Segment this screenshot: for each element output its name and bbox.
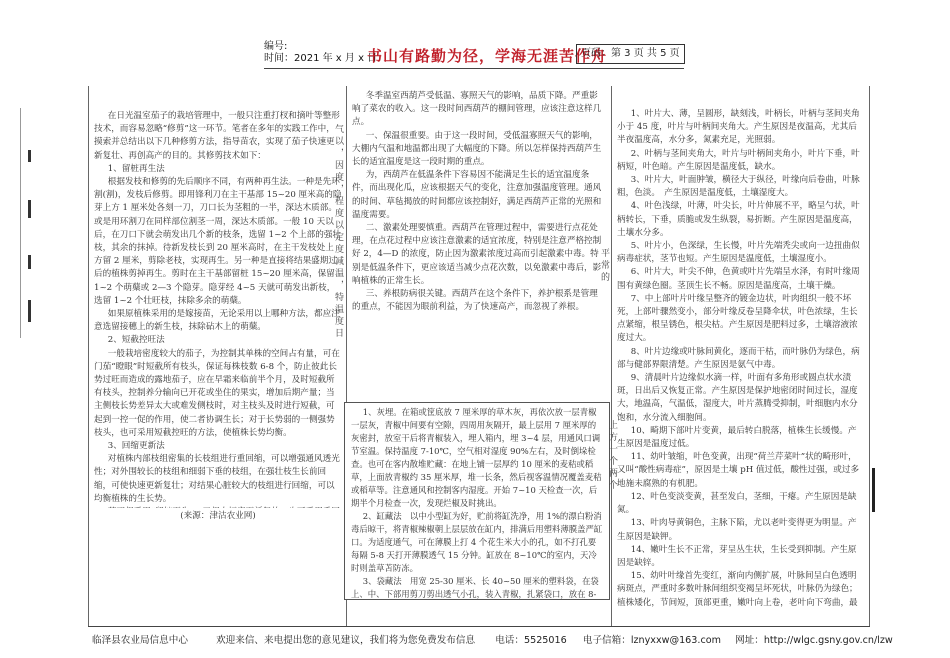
article-eggplant-pruning: [94, 110, 342, 508]
scan-mark: [872, 468, 875, 512]
right-border: [869, 86, 870, 626]
list-item: 9、清晨叶片边缘似水滴一样，叶面有多角形或圆点状水渍斑，日出后又恢复正常。产生原因是保护地密闭时间过长，湿度大，地温高，气温低，湿度大，叶片蒸腾受抑制，叶细胞内水分饱和，水分流入细胞间。: [617, 373, 858, 423]
paragraph: 一、保温很重要。由于这一段时间，受低温寡照天气的影响，大棚内气温和地温都出现了大幅度的下降。所以怎样保持西葫芦生长的适宜温度是这一段时期的重点。: [352, 130, 602, 168]
footer-web-link[interactable]: http://wlgc.gsny.gov.cn/lzw: [763, 635, 893, 646]
scan-mark: [28, 200, 31, 218]
list-item: 14、嫩叶生长不正常，芽呈丛生状，生长受到抑制。产生原因是缺锌。: [617, 544, 857, 568]
margin-vertical-text: 气以，因度，程度以定度减温，特温度日: [333, 124, 343, 340]
paragraph: 1、灰埋。在箱或筐底放 7 厘米厚的草木灰，再依次放一层青椒一层灰，青椒中间要有空隙，四周用灰隔开，最上层用 7 厘米厚的灰密封，放室干后将青椒装入，埋人箱内，埋 3~4 层，用通风口调节室温。保持温度 7-10℃，空气相对湿度 90%左右，及时倒垛检查。也可在客内散堆贮藏：在地上铺一层厚约 10 厘米的麦秸或稻草，上面放青椒约 35 厘米厚，堆一长条，然后视客温情况覆盖麦秸或稻草等。注意通风和控制客内湿度。开始 7~10 天检查一次，后期半个月检查一次，发现烂椒及时挑出。: [351, 407, 602, 508]
list-item: 3、叶片大，叶面肿皱，横径大于纵径，叶缘向后卷曲，叶脉粗，色淡。 产生原因是温度低，土壤湿度大。: [617, 175, 860, 199]
paragraph: 3、袋藏法 用宽 25-30 厘米、长 40~50 厘米的塑料袋，在袋上、中、下部用剪刀剪出透气小孔，装入青椒，扎紧袋口，放在 8-: [351, 576, 599, 599]
margin-vertical-text: 平常的: [599, 248, 609, 284]
scan-mark: [28, 255, 31, 269]
section-heading: 3、回缩更新法: [107, 441, 165, 452]
margin-vertical-text: 上方一个两个: [607, 420, 617, 492]
footer-phone: 5525016: [524, 635, 567, 646]
list-item: 5、叶片小，色深绿，生长慢，叶片先端秃尖或向一边扭曲似病毒症状，茎节也短。产生原因是温度低，土壤湿度小。: [617, 241, 860, 265]
article-leaf-diagnosis: [617, 108, 865, 608]
scan-mark: [28, 300, 31, 322]
footer-welcome: 欢迎来信、来电提出您的意见建议，我们将为您免费发布信息: [216, 635, 476, 646]
footer-rule: [88, 626, 870, 627]
paragraph: 三、养根防病很关键。西葫芦在这个条件下，养护根系是管理的重点，不能因为眼前利益，为了快速高产，而忽视了养根。: [352, 289, 598, 313]
paragraph: 根据发枝和修剪的先后顺序不同，有两种再生法。一种是先环割(割)，发枝后修剪。即用锋利刀在主干基部 15~20 厘米高的隐芽上方 1 厘米处各刻一刀，刀口长为茎粗的一半，深达木质部。或是用环割刀在同样部位割茎一周，深达木质部。一般 10 天以后，在刀口下就会萌发出几个新的枝条，选留 1~2 个上部的强壮枝，其余的抹掉。待新发枝长到 20 厘米高时，在主干发枝处上方留 2 厘米，剪除老枝，实现再生。另一种是直接将结果盛期过后的植株剪掉再生。剪时在主干基部留桩 15~20 厘米高，保留 1~2 个萌蘖或 2—3 个隐芽。隐芽经 4~5 天就可萌发出新枝，选留 1~2 个壮旺枝，抹除多余的萌蘖。: [94, 177, 342, 306]
footer-email-link[interactable]: lznyxxw@163.com: [630, 635, 721, 646]
footer-phone-label: 电话：: [495, 635, 524, 646]
list-item: 8、叶片边缘或叶脉间黄化，逐而干枯，而叶脉仍为绿色，病部与健部界限清楚。产生原因是氨气中毒。: [617, 346, 860, 370]
paragraph: [94, 506, 342, 508]
scan-mark: [28, 150, 31, 162]
time-label: 时间：2021 年 x 月 x 日: [264, 53, 378, 64]
list-item: 10、畸期下部叶片变黄，最后转白脱落，植株生长缓慢。产生原因是温度过低。: [617, 425, 857, 450]
section-heading: 2、短截控旺法: [107, 335, 165, 346]
footer: [92, 632, 893, 646]
article-pepper-storage-box: [344, 402, 610, 600]
list-item: 11、幼叶皱缩，叶色变黄，出现“荷兰芹菜叶”状的畸形叶，又叫“酸性病毒症”，原因是土壤 pH 值过低，酸性过强，或过多地施未腐熟的有机肥。: [617, 452, 860, 489]
header-rule: [264, 68, 684, 69]
paragraph: 一般栽培密度较大的茄子，为控制其单株的空间占有量，可在门茄“瞪眼”时短截所有枝头，保证每株枝数 6-8 个，防止彼此长势过旺而造成的露地茄子，应在早霜来临前半个月，及时短截所有枝头，控制养分输向已开花或坐住的果实，增加后期产量；当主侧枝长势差异太大或难发侧枝时，对主枝头及时进行短截，可起到一控一促的作用，使二者协调生长；对于长势弱的一侧强势枝头，也可采用短截控旺的方法，使植株长势均衡。: [94, 348, 340, 438]
column-divider-2: [611, 86, 612, 626]
list-item: 12、叶色变淡变黄，甚至发白，茎细，干瘪。产生原因是缺氮。: [617, 491, 857, 516]
article-source: [94, 510, 342, 524]
paragraph: 二、激素处理要慎重。西葫芦在管理过程中，需要进行点花处理，在点花过程中应该注意激素的适宜浓度，特别是注意严格控制好 2，4—D 的浓度，防止因为激素浓度过高而引起激素中毒。特别是低温条件下，更应该适当减少点花次数，以免激素中毒后，影响植株的正常生长。: [352, 223, 602, 286]
list-item: 15、幼叶叶缘首先变红，渐向内侧扩展，叶脉间呈白色透明病斑点，严重时多数叶脉间组织变褐呈坏死状，叶脉仍为绿色；植株矮化，节间短，顶部更重，嫩叶向上卷，老叶向下弯曲，最: [617, 571, 858, 608]
paragraph: 为，西葫芦在低温条件下容易因不能满足生长的适宜温度条件，而出现化瓜，应该根据天气的变化，注意加强温度管理。通风的时间、草毡揭放的时间都应该控制好，满足西葫芦正常的光照和温度需要。: [352, 170, 602, 220]
list-item: 7、中上部叶片叶缘呈整齐的镀金边状，叶肉组织一般不坏死，上部叶骤然变小，部分叶缘反卷呈降伞状，叶色浓绿，生长点紧缩，根呈锈色，根尖枯。产生原因是肥料过多，土壤溶液浓度过大。: [617, 293, 858, 344]
left-margin-line: [20, 108, 21, 338]
paragraph: 如果原植株采用的是嫁接苗，无论采用以上哪种方法，都应注意选留接穗上的新生枝，抹除砧木上的萌蘖。: [94, 309, 340, 333]
paragraph: 2、缸藏法 以中小型缸为好，贮前将缸洗净，用 1%的漂白粉消毒后晾干，将青椒辣椒朝上层层放在缸内，排满后用塑料薄膜盖严缸口。为适度通气，可在薄膜上打 4 个花生米大小的孔，如不打孔要每隔 5-8 天打开薄膜透气 15 分钟。缸放在 8~10℃的室内，天冷时则盖草苫防冻。: [351, 511, 603, 573]
slogan: 书山有路勤为径，学海无涯苦作舟: [367, 47, 608, 65]
list-item: 1、叶片大、薄，呈圆形，缺刻浅，叶柄长，叶柄与茎间夹角小于 45 度，叶片与叶柄间夹角大。产生原因是夜温高，尤其后半夜温度高，水分多，氮素充足，光照弱。: [617, 109, 860, 146]
footer-web-label: 网址：: [735, 635, 764, 646]
serial-label: 编号:: [264, 41, 288, 52]
paragraph: 对植株内部枝组密集的长枝组进行重回缩，可以增强通风透光性；对外围较长的枝组和细弱下垂的枝组，在强壮枝生长前回缩，可使快速更新复壮；对结果心脏较大的枝组进行回缩，可以均衡植株的生长势。: [94, 454, 340, 504]
paragraph: 在日光温室茄子的栽培管理中，一般只注重打杈和摘叶等整形技术，而容易忽略“修剪”这一环节。笔者在多年的实践工作中，摸索并总结出以下几种修剪方法，指导苗农，实现了茄子快速更新复壮、再创高产的目的。其修剪技术如下：: [94, 111, 340, 161]
source-text: (来源：津沽农业网): [180, 511, 256, 521]
footer-email-label: 电子信箱：: [582, 635, 631, 646]
footer-org: 临泽县农业局信息中心: [92, 635, 188, 646]
paragraph: 冬季温室西葫芦受低温、寡照天气的影响，品质下降。严重影响了菜农的收入。这一段时间西葫芦的棚间管理，应该注意这样几点。: [352, 91, 602, 128]
left-border: [88, 86, 89, 626]
list-item: 2、叶柄与茎间夹角大，叶片与叶柄间夹角小，叶片下垂，叶柄短，叶色暗。产生原因是温度低，缺水。: [617, 148, 860, 172]
article-zucchini-winter: [352, 90, 606, 385]
section-heading: 1、留桩再生法: [107, 163, 165, 174]
list-item: 4、叶色浅绿，叶薄，叶尖长，叶片伸展不平，略呈勺状，叶柄转长，下垂，质脆或发生纵裂，易折断。产生原因是温度高，土壤水分多。: [617, 201, 860, 238]
list-item: 13、叶肉导黄铜色，主脉下陷，尤以老叶变得更为明显。产生原因是缺钾。: [617, 518, 857, 542]
page-label: 页码：第 3 页 共 5 页: [576, 44, 685, 64]
list-item: 6、叶片大，叶尖不伸，色黄或叶片先端呈水泽，有时叶缘周围有黄绿色圈。茎顶生长不畅。原因是温度高，土壤干燥。: [617, 267, 860, 291]
